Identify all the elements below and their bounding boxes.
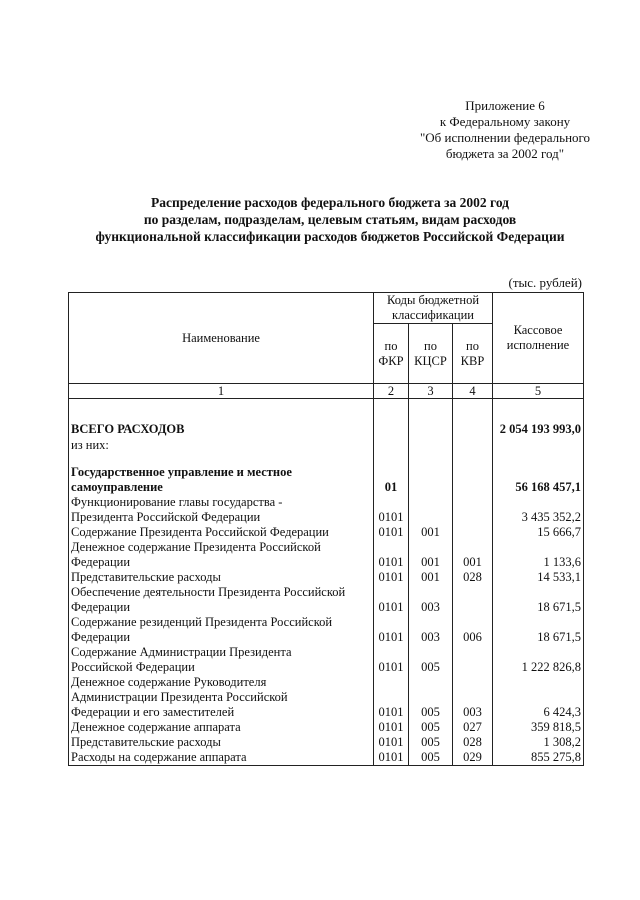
row-name: Расходы на содержание аппарата	[69, 750, 374, 766]
row-amount: 18 671,5	[493, 585, 584, 615]
row-name: ВСЕГО РАСХОДОВ	[69, 399, 374, 438]
row-name-line: Федерации и его заместителей	[71, 705, 235, 719]
row-kcsr: 005	[409, 720, 453, 735]
header-fkr-line: ФКР	[378, 353, 404, 368]
table-row	[69, 645, 584, 675]
header-exec-line: Кассовое	[513, 323, 563, 337]
row-amount: 1 133,6	[493, 540, 584, 570]
column-number: 3	[409, 384, 453, 399]
row-fkr: 0101	[374, 645, 409, 675]
row-name	[69, 675, 374, 720]
row-name-line: Федерации	[71, 630, 131, 644]
row-kvr: 029	[453, 750, 493, 766]
row-name: Содержание Президента Российской Федерации	[69, 525, 374, 540]
header-kcsr	[409, 324, 453, 384]
of-them-label: из них:	[69, 437, 374, 453]
row-kcsr: 003	[409, 615, 453, 645]
of-them-row	[69, 437, 584, 453]
row-amount: 56 168 457,1	[493, 453, 584, 495]
row-name	[69, 540, 374, 570]
row-fkr: 0101	[374, 570, 409, 585]
appendix-line: к Федеральному закону	[439, 114, 571, 129]
header-exec-line: исполнение	[506, 338, 570, 352]
row-name: Представительские расходы	[69, 570, 374, 585]
row-kvr: 028	[453, 735, 493, 750]
appendix-line: Приложение 6	[465, 98, 545, 113]
header-codes-line: Коды бюджетной	[386, 293, 480, 308]
header-fkr	[374, 324, 409, 384]
row-kvr: 006	[453, 615, 493, 645]
row-name: Представительские расходы	[69, 735, 374, 750]
row-amount: 1 308,2	[493, 735, 584, 750]
header-execution	[493, 293, 584, 384]
header-kvr-line: КВР	[460, 353, 485, 368]
budget-table	[68, 292, 584, 766]
row-name: Денежное содержание аппарата	[69, 720, 374, 735]
title-line: по разделам, подразделам, целевым статьям, видам расходов	[143, 212, 517, 227]
header-fkr-line: по	[384, 338, 398, 353]
row-fkr: 0101	[374, 750, 409, 766]
row-fkr: 0101	[374, 540, 409, 570]
total-row	[69, 399, 584, 438]
row-name	[69, 615, 374, 645]
document-title	[60, 194, 600, 245]
row-fkr: 0101	[374, 735, 409, 750]
row-fkr: 0101	[374, 720, 409, 735]
row-fkr: 0101	[374, 615, 409, 645]
row-kcsr: 001	[409, 540, 453, 570]
header-kcsr-line: КЦСР	[414, 353, 447, 368]
row-kvr: 027	[453, 720, 493, 735]
header-codes-line: классификации	[392, 308, 474, 323]
row-name	[69, 453, 374, 495]
row-fkr: 0101	[374, 525, 409, 540]
row-kcsr: 005	[409, 675, 453, 720]
row-kcsr: 001	[409, 570, 453, 585]
row-amount: 3 435 352,2	[493, 495, 584, 525]
row-fkr: 0101	[374, 585, 409, 615]
row-fkr: 01	[374, 453, 409, 495]
row-amount: 14 533,1	[493, 570, 584, 585]
appendix-line: бюджета за 2002 год"	[445, 146, 565, 161]
row-kcsr: 003	[409, 585, 453, 615]
title-line: функциональной классификации расходов бюджетов Российской Федерации	[95, 229, 565, 244]
table-row	[69, 615, 584, 645]
appendix-block	[390, 98, 620, 162]
row-name-line: Денежное содержание Президента Российской	[71, 540, 321, 554]
table-row	[69, 495, 584, 525]
column-number: 1	[69, 384, 374, 399]
row-kvr: 003	[453, 675, 493, 720]
row-name-line: Денежное содержание Руководителя	[71, 675, 267, 689]
row-kcsr: 005	[409, 750, 453, 766]
row-name-line: Государственное управление и местное	[71, 465, 292, 479]
row-kvr: 028	[453, 570, 493, 585]
column-number: 4	[453, 384, 493, 399]
table-row	[69, 750, 584, 766]
header-codes	[374, 293, 493, 324]
header-name: Наименование	[69, 293, 374, 384]
row-name-line: Президента Российской Федерации	[71, 510, 261, 524]
row-name-line: Функционирование главы государства -	[71, 495, 283, 509]
table-row	[69, 720, 584, 735]
units-label: (тыс. рублей)	[508, 275, 582, 290]
appendix-line: "Об исполнении федерального	[419, 130, 591, 145]
header-kvr-line: по	[466, 338, 479, 353]
row-fkr: 0101	[374, 495, 409, 525]
row-name-line: самоуправление	[71, 480, 163, 494]
row-name-line: Содержание Администрации Президента	[71, 645, 292, 659]
row-name-line: Администрации Президента Российской	[71, 690, 288, 704]
table-row	[69, 453, 584, 495]
row-name-line: Российской Федерации	[71, 660, 195, 674]
row-name	[69, 495, 374, 525]
row-name-line: Обеспечение деятельности Президента Российской	[71, 585, 346, 599]
row-kvr: 001	[453, 540, 493, 570]
row-amount: 855 275,8	[493, 750, 584, 766]
column-number: 5	[493, 384, 584, 399]
row-kcsr: 005	[409, 735, 453, 750]
title-line: Распределение расходов федерального бюджета за 2002 год	[150, 195, 510, 210]
column-number: 2	[374, 384, 409, 399]
row-kcsr: 005	[409, 645, 453, 675]
row-amount: 2 054 193 993,0	[493, 399, 584, 438]
table-row	[69, 525, 584, 540]
header-kvr	[453, 324, 493, 384]
row-kcsr: 001	[409, 525, 453, 540]
row-name-line: Федерации	[71, 600, 131, 614]
row-name-line: Федерации	[71, 555, 131, 569]
row-name	[69, 645, 374, 675]
table-row	[69, 570, 584, 585]
table-row	[69, 675, 584, 720]
header-kcsr-line: по	[424, 338, 437, 353]
row-amount: 6 424,3	[493, 675, 584, 720]
row-name	[69, 585, 374, 615]
table-row	[69, 585, 584, 615]
row-amount: 359 818,5	[493, 720, 584, 735]
row-amount: 18 671,5	[493, 615, 584, 645]
row-amount: 1 222 826,8	[493, 645, 584, 675]
row-amount: 15 666,7	[493, 525, 584, 540]
table-row	[69, 735, 584, 750]
table-row	[69, 540, 584, 570]
row-fkr: 0101	[374, 675, 409, 720]
row-name-line: Содержание резиденций Президента Российской	[71, 615, 333, 629]
